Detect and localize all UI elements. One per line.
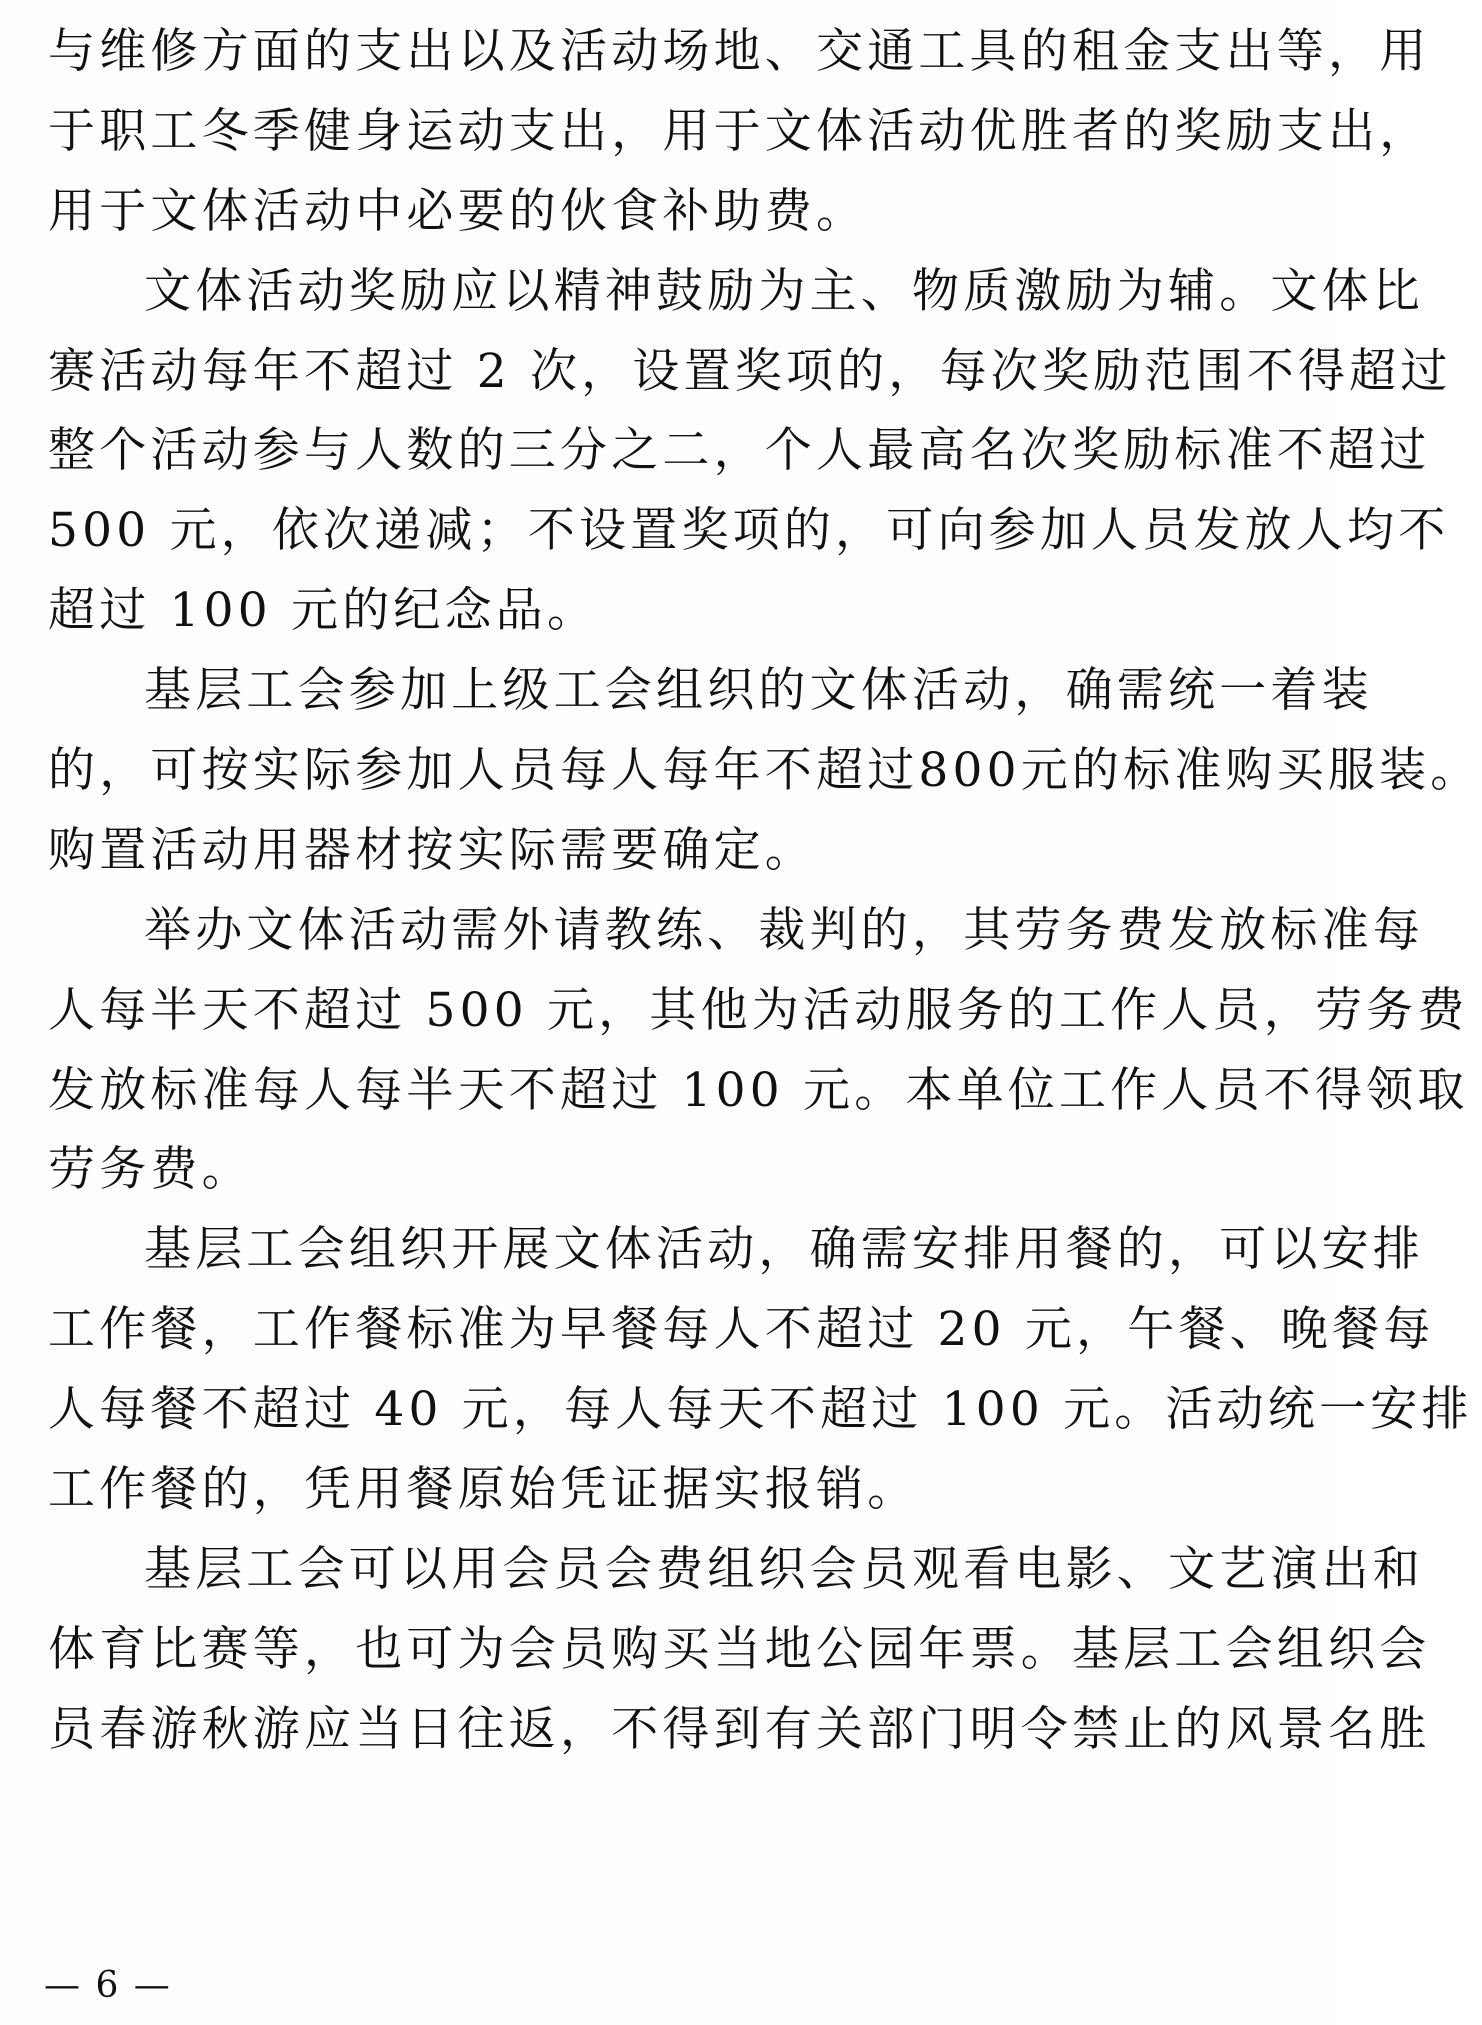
text-line: 赛活动每年不超过 2 次，设置奖项的，每次奖励范围不得超过 [48,343,1452,399]
text-line: 劳务费。 [48,1142,253,1198]
text-line: 与维修方面的支出以及活动场地、交通工具的租金支出等，用 [48,24,1431,79]
paragraph-start-line: 举办文体活动需外请教练、裁判的，其劳务费发放标准每 [144,902,1424,958]
text-line: 于职工冬季健身运动支出，用于文体活动优胜者的奖励支出， [48,103,1431,159]
text-line: 体育比赛等，也可为会员购买当地公园年票。基层工会组织会 [48,1621,1431,1677]
paragraph-start-line: 基层工会可以用会员会费组织会员观看电影、文艺演出和 [144,1541,1424,1597]
text-line: 工作餐的，凭用餐原始凭证据实报销。 [48,1462,919,1518]
text-line: 500 元，依次递减；不设置奖项的，可向参加人员发放人均不 [48,503,1450,559]
text-line: 购置活动用器材按实际需要确定。 [48,822,816,878]
paragraph-start-line: 基层工会参加上级工会组织的文体活动，确需统一着装 [144,663,1373,719]
text-line: 的，可按实际参加人员每人每年不超过800元的标准购买服装。 [48,743,1482,799]
text-line: 整个活动参与人数的三分之二，个人最高名次奖励标准不超过 [48,423,1431,479]
text-line: 员春游秋游应当日往返，不得到有关部门明令禁止的风景名胜 [48,1701,1431,1757]
text-line: 用于文体活动中必要的伙食补助费。 [48,183,868,239]
paragraph-start-line: 基层工会组织开展文体活动，确需安排用餐的，可以安排 [144,1222,1424,1278]
paragraph-start-line: 文体活动奖励应以精神鼓励为主、物质激励为辅。文体比 [144,263,1424,319]
text-line: 人每半天不超过 500 元，其他为活动服务的工作人员，劳务费 [48,982,1469,1038]
page-number: — 6 — [44,1965,172,2006]
text-line: 发放标准每人每半天不超过 100 元。本单位工作人员不得领取 [48,1062,1469,1118]
text-line: 超过 100 元的纪念品。 [48,583,599,639]
body-text [48,12,1482,1770]
text-line: 人每餐不超过 40 元，每人每天不超过 100 元。活动统一安排 [48,1382,1473,1438]
text-line: 工作餐，工作餐标准为早餐每人不超过 20 元，午餐、晚餐每 [48,1302,1435,1358]
